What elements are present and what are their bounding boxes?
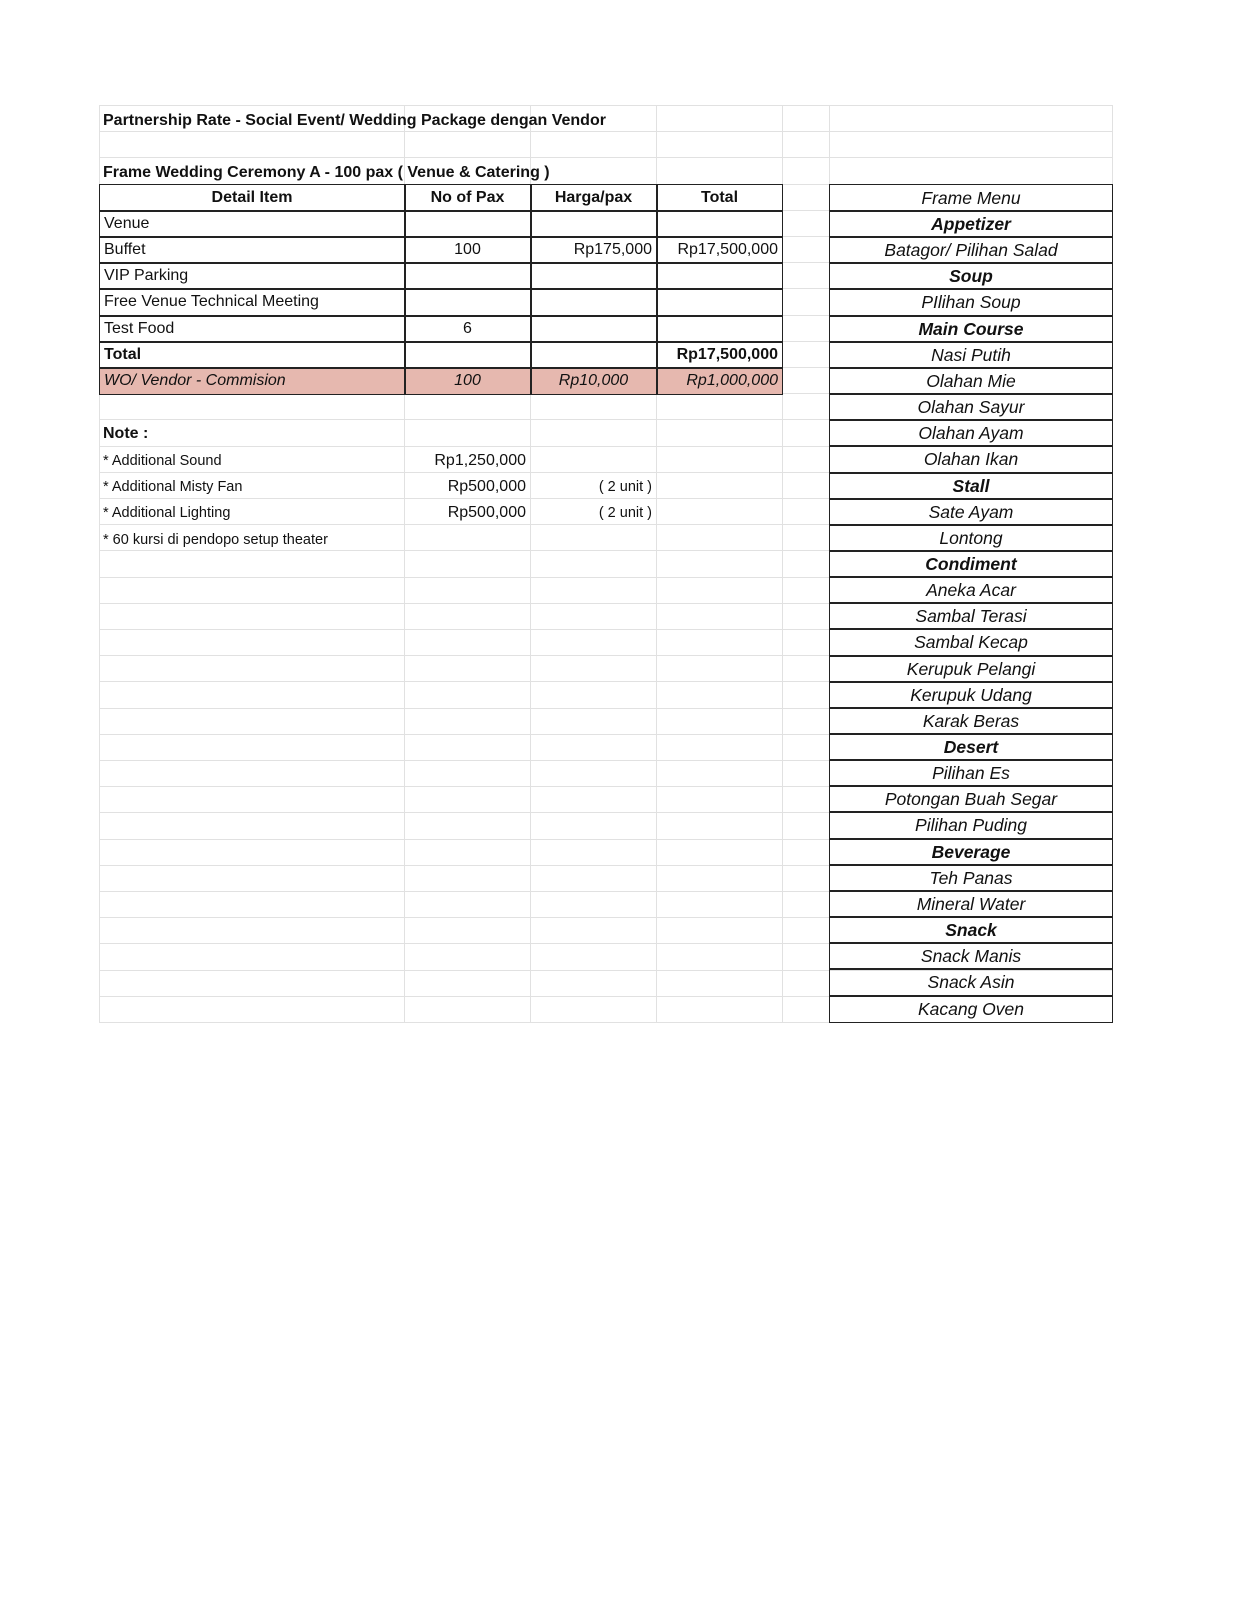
menu-item: Pilihan Es (932, 763, 1010, 783)
menu-item: Mineral Water (916, 894, 1026, 914)
header-harga-pax: Harga/pax (554, 189, 633, 206)
note-label: Note : (103, 425, 149, 442)
menu-item: Kerupuk Pelangi (906, 659, 1036, 679)
table-rule (404, 184, 406, 395)
section-title: Frame Wedding Ceremony A - 100 pax ( Venue & Catering ) (103, 164, 550, 181)
menu-item: Snack Asin (927, 972, 1015, 992)
menu-item: Potongan Buah Segar (884, 789, 1058, 809)
menu-item: Snack Manis (920, 946, 1022, 966)
table-row-pax: 100 (454, 241, 481, 258)
note-item-price: Rp500,000 (447, 504, 526, 521)
menu-category: Beverage (931, 842, 1011, 862)
note-item: * Additional Sound (103, 453, 222, 469)
grid-row-line (99, 105, 1112, 106)
menu-item: Nasi Putih (931, 345, 1011, 365)
table-row-detail: Free Venue Technical Meeting (104, 293, 319, 310)
header-no-of-pax: No of Pax (430, 189, 505, 206)
menu-item: Olahan Mie (926, 371, 1016, 391)
menu-item: Kacang Oven (917, 999, 1025, 1019)
table-row-detail: Venue (104, 215, 150, 232)
table-row-detail: Test Food (104, 320, 175, 337)
menu-category: Main Course (918, 319, 1024, 339)
total-label: Total (104, 346, 142, 363)
menu-category: Soup (949, 266, 993, 286)
menu-item: Kerupuk Udang (910, 685, 1032, 705)
menu-item: Sambal Kecap (914, 632, 1028, 652)
table-row-detail: Buffet (104, 241, 146, 258)
note-item: * Additional Lighting (103, 505, 231, 521)
menu-item: Aneka Acar (926, 580, 1016, 600)
note-item: * Additional Misty Fan (103, 479, 243, 495)
menu-category: Appetizer (931, 214, 1011, 234)
table-row-pax: 6 (463, 320, 472, 337)
menu-item: PIlihan Soup (921, 292, 1021, 312)
menu-item: Olahan Sayur (917, 397, 1025, 417)
frame-menu-header: Frame Menu (921, 188, 1021, 208)
menu-category: Desert (943, 737, 999, 757)
table-row-detail: VIP Parking (104, 267, 189, 284)
menu-item: Olahan Ayam (918, 423, 1024, 443)
note-item: * 60 kursi di pendopo setup theater (103, 532, 328, 548)
menu-category: Stall (952, 476, 990, 496)
commission-total: Rp1,000,000 (686, 372, 778, 389)
page-title: Partnership Rate - Social Event/ Wedding Package dengan Vendor (103, 112, 606, 129)
grand-total: Rp17,500,000 (676, 346, 778, 363)
menu-category: Condiment (925, 554, 1017, 574)
note-item-price: Rp500,000 (447, 478, 526, 495)
menu-item: Pilihan Puding (915, 815, 1027, 835)
header-detail-item: Detail Item (211, 189, 293, 206)
menu-item: Olahan Ikan (923, 449, 1019, 469)
note-item-price: Rp1,250,000 (434, 452, 526, 469)
note-item-qty: ( 2 unit ) (598, 479, 652, 495)
table-row-total: Rp17,500,000 (677, 241, 778, 258)
menu-item: Sambal Terasi (915, 606, 1027, 626)
menu-category: Snack (945, 920, 997, 940)
grid-row-line (99, 157, 1112, 158)
note-item-qty: ( 2 unit ) (598, 505, 652, 521)
menu-item: Karak Beras (922, 711, 1020, 731)
commission-label: WO/ Vendor - Commision (104, 372, 286, 389)
commission-rate: Rp10,000 (558, 372, 629, 389)
menu-item: Teh Panas (929, 868, 1013, 888)
menu-item: Sate Ayam (928, 502, 1014, 522)
menu-item: Lontong (939, 528, 1003, 548)
header-total: Total (700, 189, 739, 206)
commission-pax: 100 (454, 372, 481, 389)
menu-item: Batagor/ Pilihan Salad (884, 240, 1058, 260)
table-rule (530, 184, 532, 395)
table-row-price: Rp175,000 (573, 241, 652, 258)
